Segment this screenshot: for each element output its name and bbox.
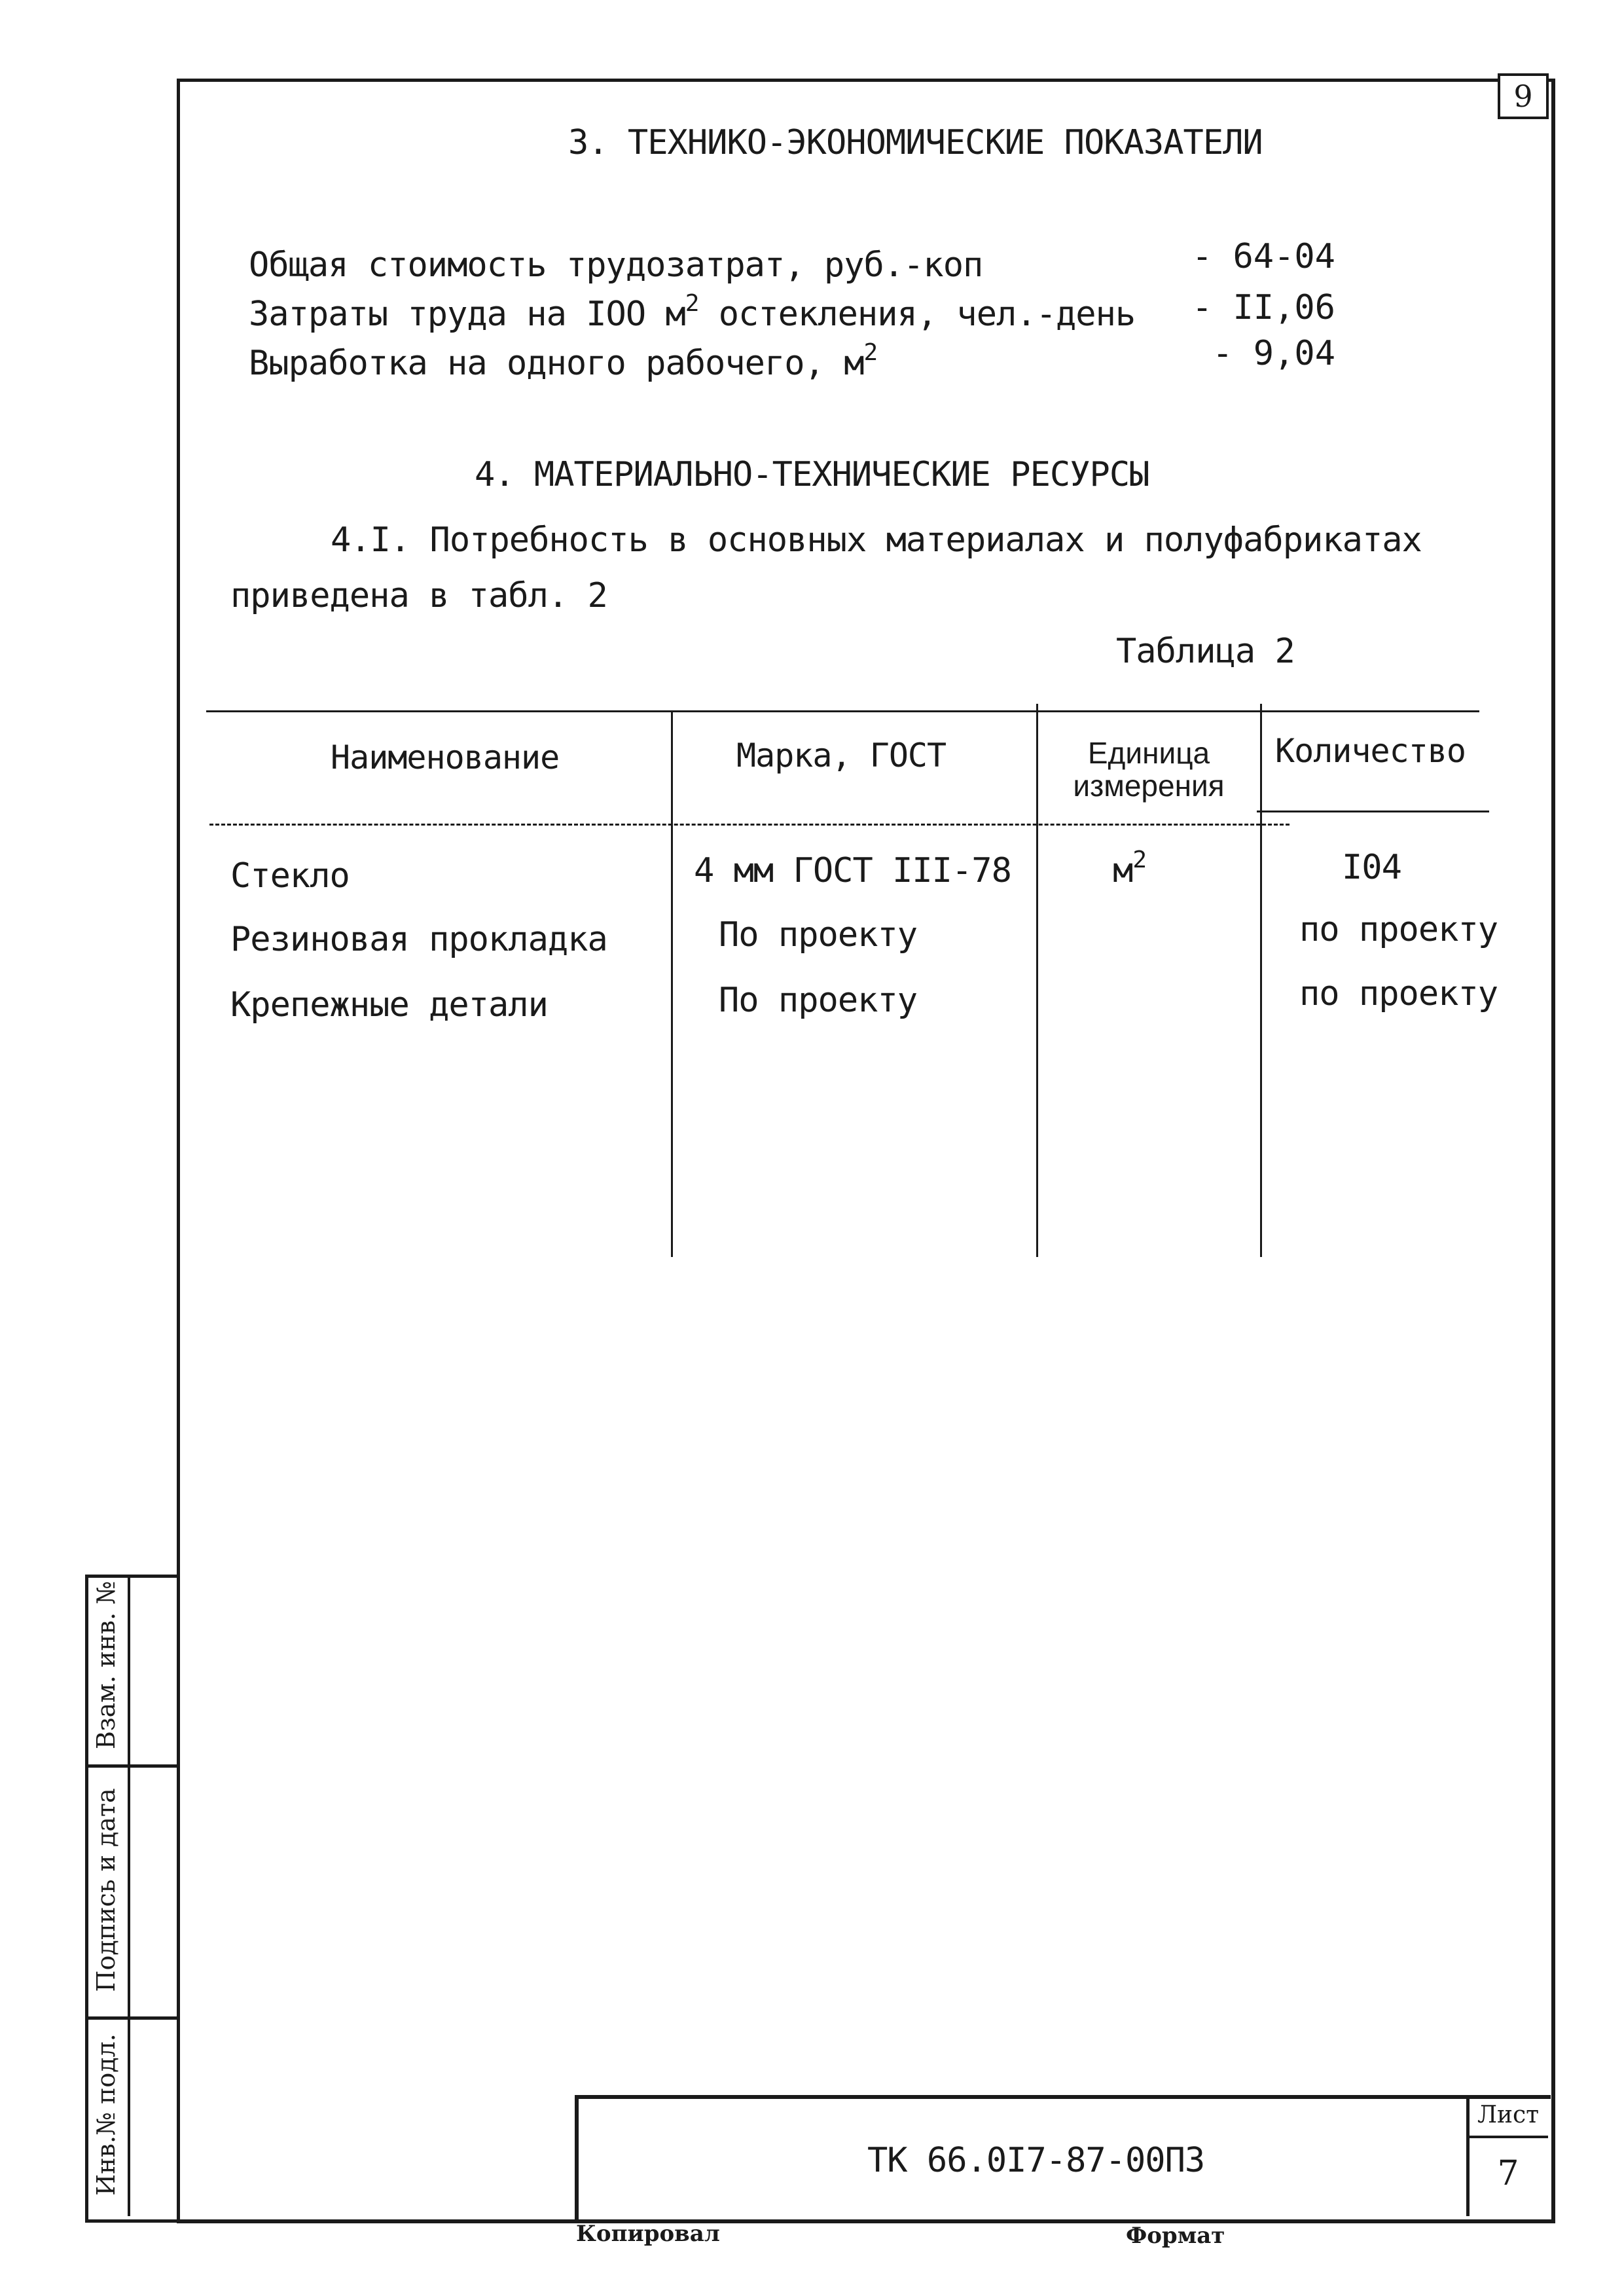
table-row-1-unit-sup: 2 xyxy=(1132,847,1146,873)
footer-format: Формат xyxy=(1126,2223,1225,2249)
table-row-3-mark: По проекту xyxy=(719,981,918,1020)
table-header-name: Наименование xyxy=(331,738,560,776)
footer-copied: Копировал xyxy=(576,2221,720,2247)
page-frame xyxy=(177,79,1555,2223)
indicator-row-3-text: Выработка на одного рабочего, м xyxy=(249,344,864,383)
page-number: 9 xyxy=(1498,73,1549,119)
table-col-divider-1 xyxy=(671,710,673,1257)
side-stamp-sep-1 xyxy=(85,1764,177,1768)
table-header-rule xyxy=(209,824,1290,826)
table-header-qty: Количество xyxy=(1275,732,1466,770)
indicator-row-1-label xyxy=(249,246,983,285)
document-code: ТК 66.0I7-87-00ПЗ xyxy=(867,2141,1205,2180)
indicator-row-1-text: Общая стоимость трудозатрат, руб.-коп xyxy=(249,246,983,285)
title-block-sheet-rule xyxy=(1466,2136,1548,2138)
table-header-unit-line-1: Единица xyxy=(1087,736,1210,770)
side-label-inv-orig: Инв.№ подл. xyxy=(92,2033,120,2196)
section-4-para-line-1: 4.I. Потребность в основных материалах и полуфабрикатах xyxy=(331,520,1422,560)
table-header-mark: Марка, ГОСТ xyxy=(736,737,947,774)
table-row-3-name: Крепежные детали xyxy=(230,985,548,1025)
side-label-sign-date: Подпись и дата xyxy=(92,1788,120,1992)
sheet-number: 7 xyxy=(1497,2154,1519,2193)
indicator-row-1-value: - 64-04 xyxy=(1191,237,1335,276)
table-row-2-mark: По проекту xyxy=(719,915,918,955)
table-row-1-unit xyxy=(1113,847,1146,890)
table-top-rule xyxy=(206,710,1479,712)
side-stamp-sep-2 xyxy=(85,2016,177,2020)
indicator-row-2-label xyxy=(249,290,1136,334)
indicator-row-2-value: - II,06 xyxy=(1191,288,1335,327)
indicator-row-2-sup: 2 xyxy=(685,290,699,317)
table-row-2-name: Резиновая прокладка xyxy=(230,920,607,959)
table-row-1-mark: 4 мм ГОСТ III-78 xyxy=(694,851,1011,890)
sheet-label: Лист xyxy=(1477,2102,1540,2128)
table-row-1-qty: I04 xyxy=(1342,848,1401,887)
table-header-rule-right xyxy=(1257,811,1489,812)
table-header-unit-line-2: измерения xyxy=(1073,769,1225,803)
side-label-inv-repl: Взам. инв. № xyxy=(92,1580,120,1749)
side-stamp-divider xyxy=(128,1575,130,2216)
section-4-para-line-2: приведена в табл. 2 xyxy=(230,576,607,615)
table-caption: Таблица 2 xyxy=(1116,632,1295,671)
indicator-row-2-text: Затраты труда на IOO м xyxy=(249,295,685,334)
table-header-unit xyxy=(1047,737,1250,802)
section-4-title: 4. МАТЕРИАЛЬНО-ТЕХНИЧЕСКИЕ РЕСУРСЫ xyxy=(475,455,1149,494)
table-row-1-unit-text: м xyxy=(1113,851,1133,890)
table-col-divider-3 xyxy=(1260,704,1262,1257)
indicator-row-2-tail: остекления, чел.-день xyxy=(698,295,1136,334)
indicator-row-3-label xyxy=(249,339,878,383)
table-row-3-qty: по проекту xyxy=(1299,974,1498,1013)
table-col-divider-2 xyxy=(1036,704,1038,1257)
indicator-row-3-sup: 2 xyxy=(863,339,878,366)
table-row-2-qty: по проекту xyxy=(1299,910,1498,949)
table-row-1-name: Стекло xyxy=(230,856,350,896)
indicator-row-3-value: - 9,04 xyxy=(1212,334,1335,373)
section-3-title: 3. ТЕХНИКО-ЭКОНОМИЧЕСКИЕ ПОКАЗАТЕЛИ xyxy=(568,123,1263,162)
